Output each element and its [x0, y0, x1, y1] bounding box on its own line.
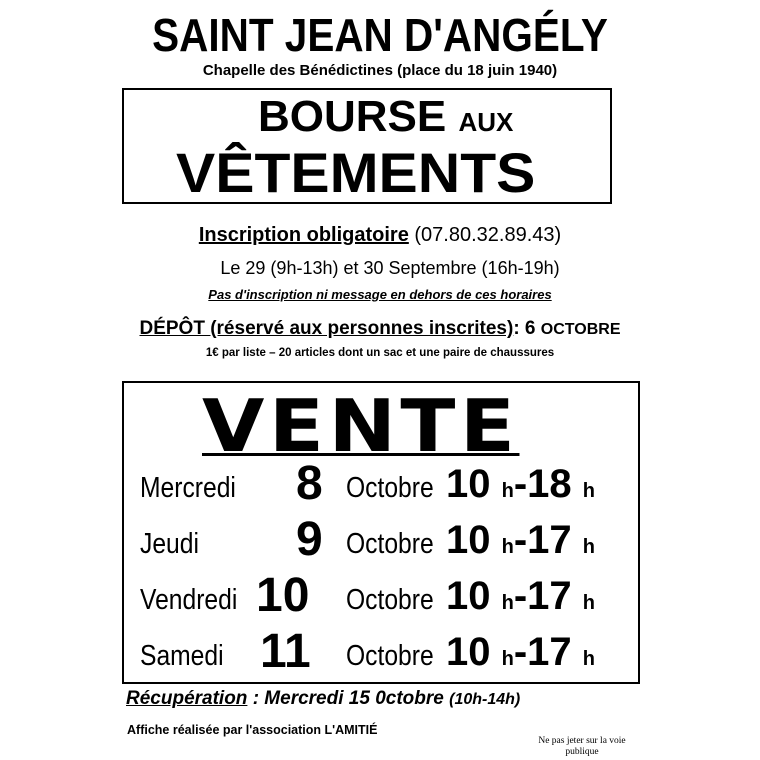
vente-row-num: 11 — [260, 625, 311, 678]
hours-start: 10 — [446, 462, 491, 506]
hours-h: h — [582, 536, 596, 558]
depot-month: OCTOBRE — [540, 321, 621, 338]
hours-h: h — [501, 648, 514, 670]
hours-end: 17 — [527, 518, 572, 562]
inscription-label: Inscription obligatoire — [198, 224, 409, 246]
vente-row-month: Octobre — [346, 472, 434, 504]
hours-h: h — [582, 480, 596, 502]
vente-row-hours: 10 h-17 h — [446, 630, 596, 674]
hours-start: 10 — [446, 518, 491, 562]
aux-word: AUX — [458, 107, 514, 137]
town-title: SAINT JEAN D'ANGÉLY — [152, 9, 608, 61]
recuperation-hours: (10h-14h) — [449, 691, 521, 708]
poster-credit: Affiche réalisée par l'association L'AMITIÉ — [127, 723, 378, 737]
hours-h: h — [501, 480, 514, 502]
vente-row-day: Mercredi — [140, 472, 236, 504]
recuperation-line — [126, 688, 520, 710]
vente-row-num: 10 — [256, 569, 310, 622]
depot-label: DÉPÔT (réservé aux personnes inscrites) — [139, 318, 514, 339]
disposal-note-line1: Ne pas jeter sur la voie — [538, 736, 626, 746]
hours-h: h — [501, 592, 514, 614]
bourse-word: BOURSE — [258, 92, 447, 141]
vente-row-month: Octobre — [346, 584, 434, 616]
recuperation-text: : Mercredi 15 0ctobre — [252, 688, 444, 709]
depot-line — [0, 318, 760, 340]
vente-row-day: Samedi — [140, 640, 224, 672]
vente-row-day: Jeudi — [140, 528, 199, 560]
inscription-warning: Pas d'inscription ni message en dehors de ces horaires — [208, 287, 552, 302]
depot-day: 6 — [524, 318, 536, 339]
hours-end: 17 — [527, 630, 572, 674]
hours-start: 10 — [446, 630, 491, 674]
event-title-line2: VÊTEMENTS — [176, 141, 536, 204]
venue-subtitle: Chapelle des Bénédictines (place du 18 juin 1940) — [202, 62, 558, 79]
recuperation-label: Récupération — [126, 688, 248, 709]
vente-row-month: Octobre — [346, 640, 434, 672]
vente-row-month: Octobre — [346, 528, 434, 560]
hours-end: 18 — [527, 462, 572, 506]
vente-row-hours: 10 h-17 h — [446, 518, 596, 562]
disposal-note-line2: publique — [565, 747, 599, 757]
vente-title: VENTE — [202, 384, 520, 468]
vente-row-hours: 10 h-18 h — [446, 462, 596, 506]
depot-details: 1€ par liste – 20 articles dont un sac et une paire de chaussures — [205, 347, 555, 359]
depot-colon: : — [513, 318, 520, 339]
hours-h: h — [582, 592, 596, 614]
hours-h: h — [582, 648, 596, 670]
vente-row-day: Vendredi — [140, 584, 238, 616]
hours-end: 17 — [527, 574, 572, 618]
hours-h: h — [501, 536, 514, 558]
vente-row-hours: 10 h-17 h — [446, 574, 596, 618]
event-title-line1 — [258, 92, 513, 142]
hours-start: 10 — [446, 574, 491, 618]
vente-row-num: 9 — [296, 513, 323, 566]
inscription-line — [0, 224, 760, 247]
vente-row-num: 8 — [296, 457, 323, 510]
disposal-note — [520, 736, 644, 758]
inscription-phone: (07.80.32.89.43) — [414, 224, 562, 246]
inscription-dates: Le 29 (9h-13h) et 30 Septembre (16h-19h) — [220, 258, 560, 278]
